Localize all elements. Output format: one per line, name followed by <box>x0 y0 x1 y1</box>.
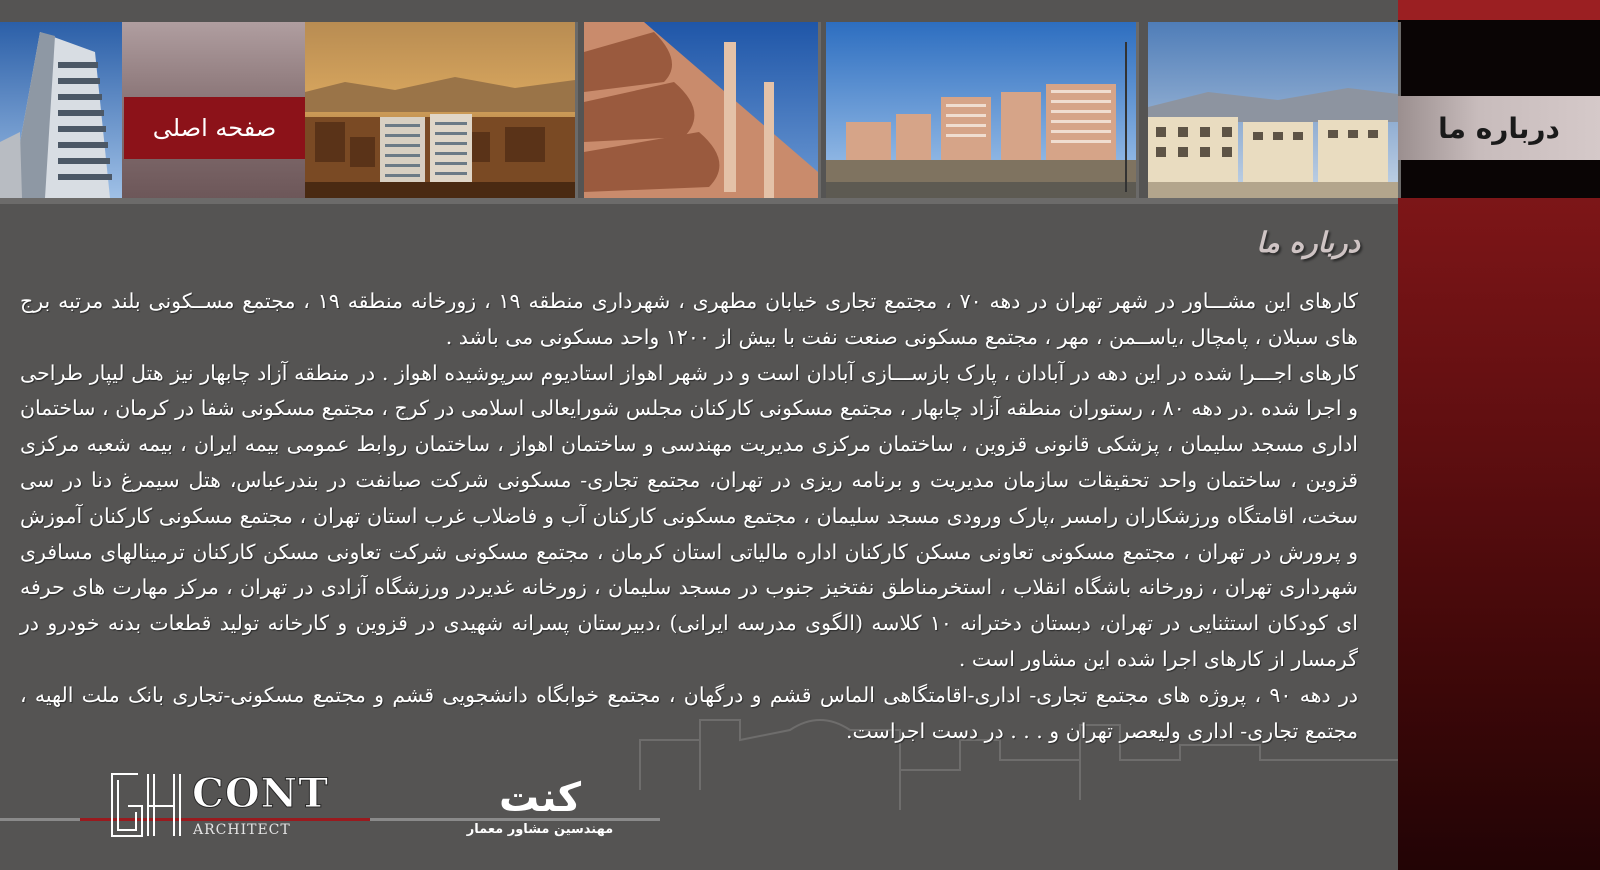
paragraph: کارهای اجـــرا شده در این دهه در آبادان ، پارک بازســـازی آبادان است و در شهر اهواز استادیوم سرپوشیده اهواز . در منطقه آزاد چابهار نیز هتل لیپار طراحی و اجرا شده .در دهه ۸۰ ، رستوران منطقه آزاد چابهار ، مجتمع مسکونی کارکنان مجلس شورایعالی اسلامی در کرج ، مجتمع مسکونی شفا در کرمان ، ساختمان اداری مسجد سلیمان ، پزشکی قانونی قزوین ، ساختمان مرکزی مدیریت مهندسی و ساختمان اهواز ، ساختمان روابط عمومی بیمه ایران ، بیمه شعبه مرکزی قزوین ، ساختمان واحد تحقیقات سازمان مدیریت و برنامه ریزی در تهران، مجتمع تجاری- مسکونی شرکت صبانفت در بندرعباس، هتل سیمرغ دنا در سی سخت، اقامتگاه ورزشکاران رامسر ،پارک ورودی مسجد سلیمان ، مجتمع مسکونی کارکنان آب و فاضلاب غرب استان تهران ، مجتمع مسکونی کارکنان آموزش و پرورش در تهران ، مجتمع مسکونی تعاونی مسکن کارکنان اداره مالیاتی استان کرمان ، مجتمع مسکونی شرکت تعاونی مسکن کارکنان ترمینالهای مسافری شهرداری تهران ، زورخانه باشگاه انقلاب ، استخرمناطق نفتخیز جنوب در مسجد سلیمان ، زورخانه غدیردر ورزشگاه آزادی در تهران ، مرکز مهارت های حرفه ای کودکان استثنایی در تهران، دبستان دخترانه ۱۰ کلاسه (الگوی مدرسه ایرانی) ،دبیرستان پسرانه شهیدی در قزوین و کارخانه تولید قطعات بدنه خودرو در گرمسار از کارهای اجرا شده این مشاور است . <box>20 360 1358 671</box>
paragraph: کارهای این مشـــاور در شهر تهران در دهه ۷۰ ، مجتمع تجاری خیابان مطهری ، شهرداری منطقه ۱۹ ، زورخانه منطقه ۱۹ ، مجتمع مســکونی بلند مرتبه برج های سبلان ، پامچال ،یاســمن ، مهر ، مجتمع مسکونی صنعت نفت با بیش از ۱۲۰۰ واحد مسکونی می باشد . <box>20 289 1359 349</box>
paragraph: در دهه ۹۰ ، پروژه های مجتمع تجاری- اداری-اقامتگاهی الماس قشم و درگهان ، مجتمع خوابگاه دانشجویی قشم و مجتمع مسکونی-تجاری بانک ملت الهیه ، مجتمع تجاری- اداری ولیعصر تهران و . . . در دست اجراست. <box>20 682 1358 743</box>
balcony-building-photo <box>584 22 821 198</box>
about-body-text <box>20 284 1358 754</box>
residential-blocks-photo <box>826 22 1139 198</box>
city-photo <box>305 22 578 198</box>
logo-subtitle: ARCHITECT <box>193 822 291 838</box>
logo-tagline: مهندسین مشاور معمار <box>466 822 614 837</box>
header-strip <box>0 0 1398 20</box>
right-red-top <box>1398 0 1600 20</box>
section-title: درباره ما <box>1256 226 1360 259</box>
gh-logo-letters: GH <box>108 755 133 774</box>
construction-site-photo <box>1148 22 1401 198</box>
cont-logo-word: CONT <box>192 770 330 817</box>
about-tab[interactable]: درباره ما <box>1438 111 1560 145</box>
home-button[interactable]: صفحه اصلی <box>124 97 305 159</box>
farsi-logo: کنت <box>499 775 581 821</box>
tower-photo <box>0 22 125 198</box>
header-divider <box>0 198 1398 204</box>
